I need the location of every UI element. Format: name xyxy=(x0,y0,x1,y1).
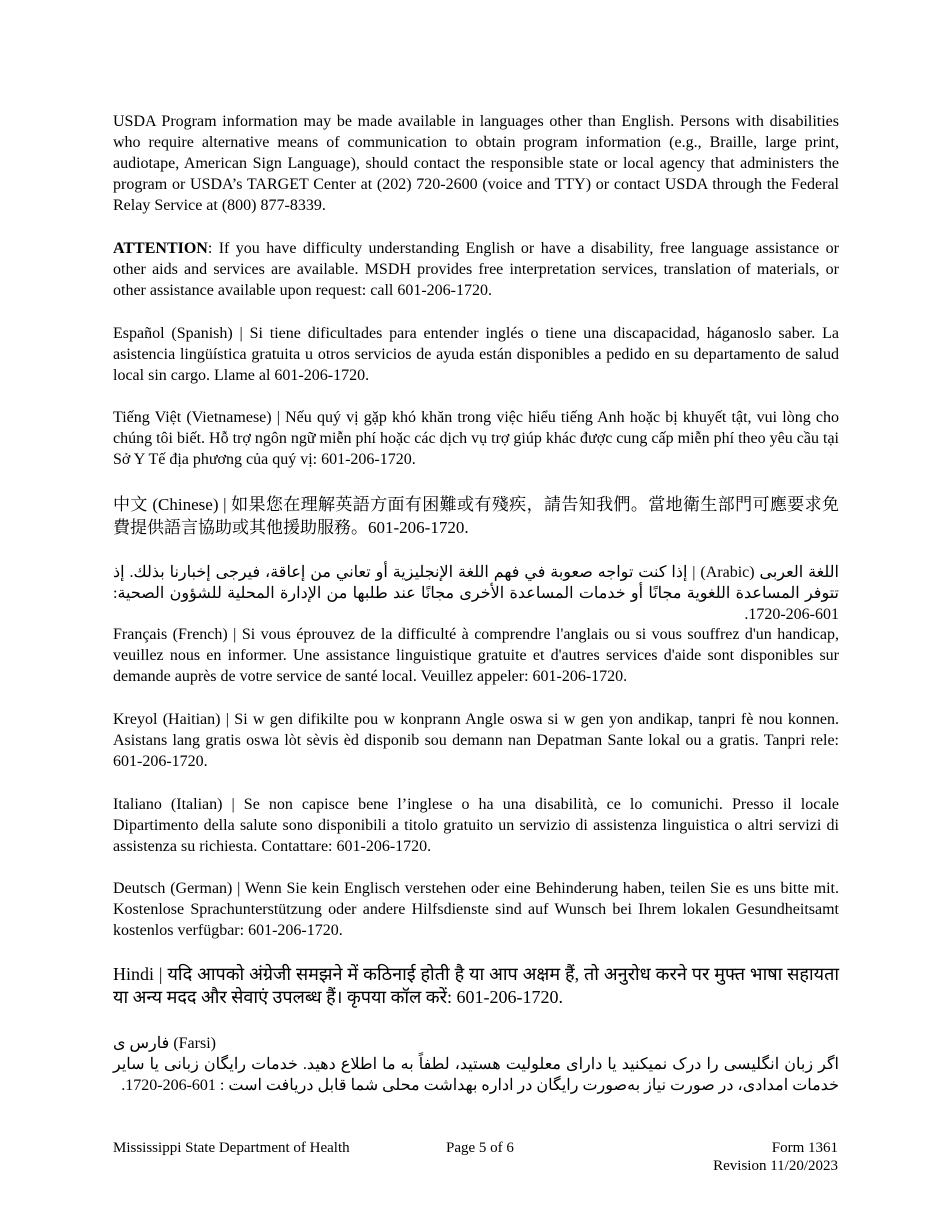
farsi-heading: فارس ی (Farsi) xyxy=(113,1035,216,1052)
footer-organization: Mississippi State Department of Health xyxy=(113,1140,350,1156)
french-notice: Français (French) | Si vous éprouvez de la difficulté à comprendre l'anglais ou si vous souffrez d'un handicap, veuillez nous en informer. Une assistance linguistique gratuite et d'autres services d'aide sont disponibles sur demande auprès de votre service de santé local. Veuillez appeler: 601-206-1720. xyxy=(113,626,839,685)
attention-notice xyxy=(113,238,839,301)
italian-notice: Italiano (Italian) | Se non capisce bene l’inglese o ha una disabilità, ce lo comunichi. Presso il locale Dipartimento della salute sono disponibili a titolo gratuito un servizio di assistenza linguistica o altri servizi di assistenza su richiesta. Contattare: 601-206-1720. xyxy=(113,796,839,855)
document-page xyxy=(113,0,839,1230)
vietnamese-notice: Tiếng Việt (Vietnamese) | Nếu quý vị gặp khó khăn trong việc hiểu tiếng Anh hoặc bị khuyết tật, vui lòng cho chúng tôi biết. Hỗ trợ ngôn ngữ miễn phí hoặc các dịch vụ trợ giúp khác được cung cấp miễn phí theo yêu cầu tại Sở Y Tế địa phương của quý vị: 601-206-1720. xyxy=(113,409,839,468)
german-notice: Deutsch (German) | Wenn Sie kein Englisch verstehen oder eine Behinderung haben, teilen Sie es uns bitte mit. Kostenlose Sprachunterstützung oder andere Hilfsdienste sind auf Wunsch bei Ihrem lokalen Gesundheitsamt kostenlos verfügbar: 601-206-1720. xyxy=(113,880,839,939)
farsi-notice: اگر زبان انگلیسی را درک نمیکنید یا دارای معلولیت هستید، لطفاً به ما اطلاع دهید. خدمات رایگان زبانی یا سایر خدمات امدادی، در صورت نیاز به‌صورت رایگان در اداره بهداشت محلی شما قابل دریافت است : 601-206-1720. xyxy=(113,1056,839,1094)
attention-text: : If you have difficulty understanding English or have a disability, free language assistance or other aids and services are available. MSDH provides free interpretation services, translation of materials, or other assistance available upon request: call 601-206-1720. xyxy=(113,240,839,299)
hindi-notice: Hindi | यदि आपको अंग्रेजी समझने में कठिनाई होती है या आप अक्षम हैं, तो अनुरोध करने पर मुफ्त भाषा सहायता या अन्य मदद और सेवाएं उपलब्ध हैं। कृपया कॉल करें: 601-206-1720. xyxy=(113,964,839,1007)
spanish-notice: Español (Spanish) | Si tiene dificultades para entender inglés o tiene una discapacidad, háganoslo saber. La asistencia lingüística gratuita u otros servicios de ayuda están disponibles a pedido en su departamento de salud local sin cargo. Llame al 601-206-1720. xyxy=(113,325,839,384)
usda-notice: USDA Program information may be made available in languages other than English. Persons with disabilities who require alternative means of communication to obtain program information (e.g., Braille, large print, audiotape, American Sign Language), should contact the responsible state or local agency that administers the program or USDA’s TARGET Center at (202) 720-2600 (voice and TTY) or contact USDA through the Federal Relay Service at (800) 877-8339. xyxy=(113,113,839,214)
footer-form-number: Form 1361 xyxy=(771,1140,838,1156)
attention-label: ATTENTION xyxy=(113,240,208,257)
footer-revision-date: Revision 11/20/2023 xyxy=(713,1158,838,1174)
haitian-notice: Kreyol (Haitian) | Si w gen difikilte pou w konprann Angle oswa si w gen yon andikap, tanpri fè nou konnen. Asistans lang gratis oswa lòt sèvis èd disponib sou demann nan Depatman Sante lokal ou a gratis. Tanpri rele: 601-206-1720. xyxy=(113,711,839,770)
arabic-notice: اللغة العربى (Arabic) | إذا كنت تواجه صعوبة في فهم اللغة الإنجليزية أو تعاني من إعاقة، فيرجى إخبارنا بذلك. إذ تتوفر المساعدة اللغوية مجانًا أو خدمات المساعدة الأخرى مجانًا عند طلبها من الإدارة المحلية للشؤون الصحية: 601-206-1720. xyxy=(113,564,840,623)
chinese-notice: 中文 (Chinese) | 如果您在理解英語方面有困難或有殘疾，請告知我們。當地衛生部門可應要求免費提供語言協助或其他援助服務。601-206-1720. xyxy=(113,495,839,537)
footer-page-number: Page 5 of 6 xyxy=(446,1140,514,1156)
